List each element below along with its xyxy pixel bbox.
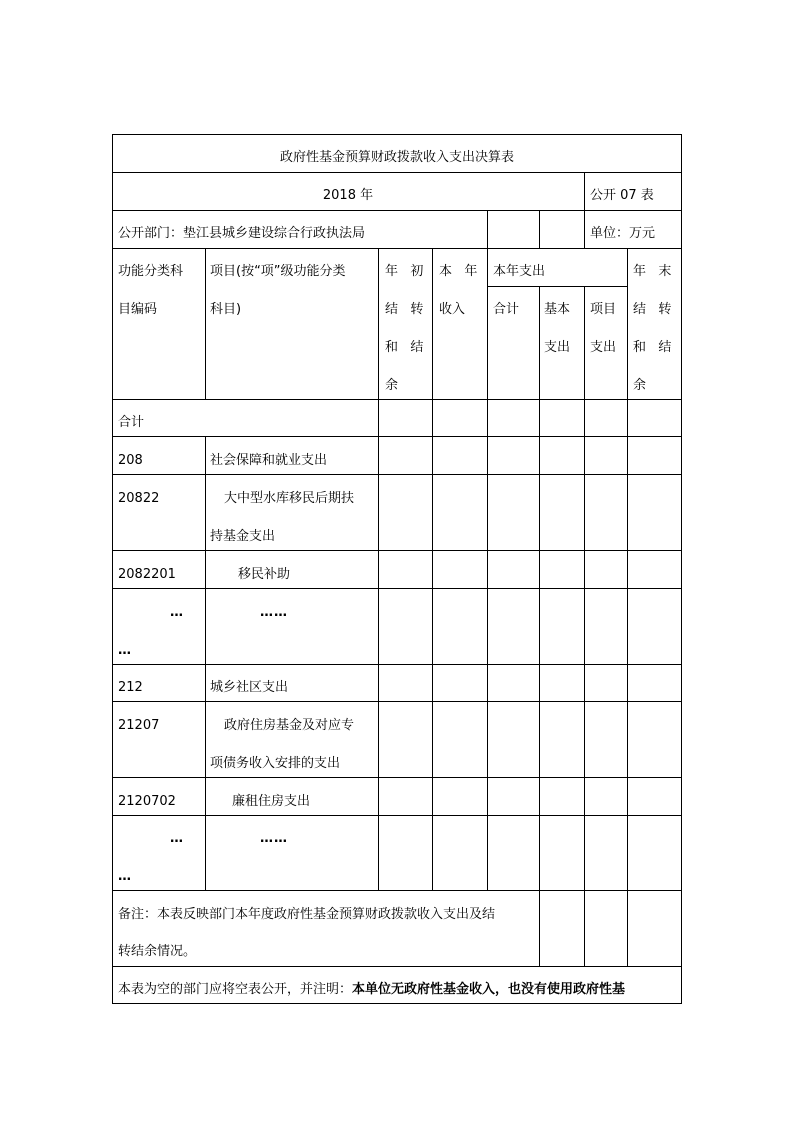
grid-line xyxy=(205,248,206,399)
grid-line xyxy=(112,172,682,173)
header-basic-expense: 支出 xyxy=(544,340,571,355)
grid-line xyxy=(112,890,682,891)
grid-line xyxy=(112,134,113,1004)
header-begin-balance: 年初 xyxy=(385,264,436,279)
footer-instruction xyxy=(118,982,625,998)
header-item: 项目(按“项”级功能分类 xyxy=(210,264,346,279)
row-code: … xyxy=(170,605,184,620)
header-income: 本年 xyxy=(439,264,490,279)
fund-budget-table xyxy=(112,134,682,1004)
total-label: 合计 xyxy=(118,415,145,430)
row-code: 2120702 xyxy=(118,794,176,809)
grid-line xyxy=(112,474,682,475)
unit-label: 单位：万元 xyxy=(590,226,656,241)
grid-line xyxy=(112,701,682,702)
row-name: 大中型水库移民后期扶 xyxy=(224,491,355,506)
row-code: … xyxy=(118,869,132,884)
footer-bold-text: 本单位无政府性基金收入，也没有使用政府性基 xyxy=(352,982,626,997)
grid-line xyxy=(584,890,585,966)
row-code: 208 xyxy=(118,453,143,468)
grid-line xyxy=(112,436,682,437)
grid-line xyxy=(487,210,488,248)
row-name: 项债务收入安排的支出 xyxy=(210,756,341,771)
row-name: 城乡社区支出 xyxy=(210,680,289,695)
header-end-balance: 余 xyxy=(633,378,647,393)
grid-line xyxy=(584,286,585,890)
header-begin-balance: 和结 xyxy=(385,340,436,355)
grid-line xyxy=(584,172,585,210)
grid-line xyxy=(112,248,682,249)
row-name: 廉租住房支出 xyxy=(232,794,311,809)
row-name: …… xyxy=(260,605,288,620)
header-end-balance: 结转 xyxy=(633,302,684,317)
row-code: … xyxy=(118,643,132,658)
header-expense-total: 合计 xyxy=(493,302,520,317)
header-item: 科目) xyxy=(210,302,242,317)
grid-line xyxy=(539,890,540,966)
department-name: 公开部门：垫江县城乡建设综合行政执法局 xyxy=(118,226,366,241)
row-name: 政府住房基金及对应专 xyxy=(224,718,355,733)
row-code: 21207 xyxy=(118,718,160,733)
grid-line xyxy=(112,966,682,967)
grid-line xyxy=(487,286,627,287)
grid-line xyxy=(378,248,379,890)
header-code: 目编码 xyxy=(118,302,158,317)
row-name: 社会保障和就业支出 xyxy=(210,453,328,468)
row-name: …… xyxy=(260,831,288,846)
header-begin-balance: 结转 xyxy=(385,302,436,317)
table-year: 2018 年 xyxy=(322,188,374,203)
grid-line xyxy=(487,248,488,890)
grid-line xyxy=(539,286,540,890)
header-income: 收入 xyxy=(439,302,466,317)
row-code: … xyxy=(170,831,184,846)
grid-line xyxy=(112,777,682,778)
grid-line xyxy=(205,436,206,890)
table-number: 公开 07 表 xyxy=(590,188,654,203)
grid-line xyxy=(112,1003,682,1004)
header-code: 功能分类科 xyxy=(118,264,184,279)
footer-plain-text: 本表为空的部门应将空表公开，并注明： xyxy=(118,982,353,997)
row-code: 2082201 xyxy=(118,567,176,582)
table-note: 备注：本表反映部门本年度政府性基金预算财政拨款收入支出及结 xyxy=(118,907,496,922)
grid-line xyxy=(539,210,540,248)
table-title: 政府性基金预算财政拨款收入支出决算表 xyxy=(279,150,514,165)
grid-line xyxy=(112,664,682,665)
row-name: 持基金支出 xyxy=(210,529,276,544)
row-code: 212 xyxy=(118,680,143,695)
grid-line xyxy=(112,550,682,551)
header-expense-group: 本年支出 xyxy=(493,264,546,279)
grid-line xyxy=(584,210,585,248)
header-project-expense: 项目 xyxy=(590,302,617,317)
grid-line xyxy=(112,210,682,211)
header-begin-balance: 余 xyxy=(385,378,399,393)
table-note: 转结余情况。 xyxy=(118,944,197,959)
header-end-balance: 和结 xyxy=(633,340,684,355)
grid-line xyxy=(112,815,682,816)
row-code: 20822 xyxy=(118,491,160,506)
row-name: 移民补助 xyxy=(238,567,291,582)
grid-line xyxy=(112,588,682,589)
header-project-expense: 支出 xyxy=(590,340,617,355)
header-end-balance: 年末 xyxy=(633,264,684,279)
header-basic-expense: 基本 xyxy=(544,302,571,317)
grid-line xyxy=(112,399,682,400)
grid-line xyxy=(627,248,628,966)
grid-line xyxy=(112,134,682,135)
